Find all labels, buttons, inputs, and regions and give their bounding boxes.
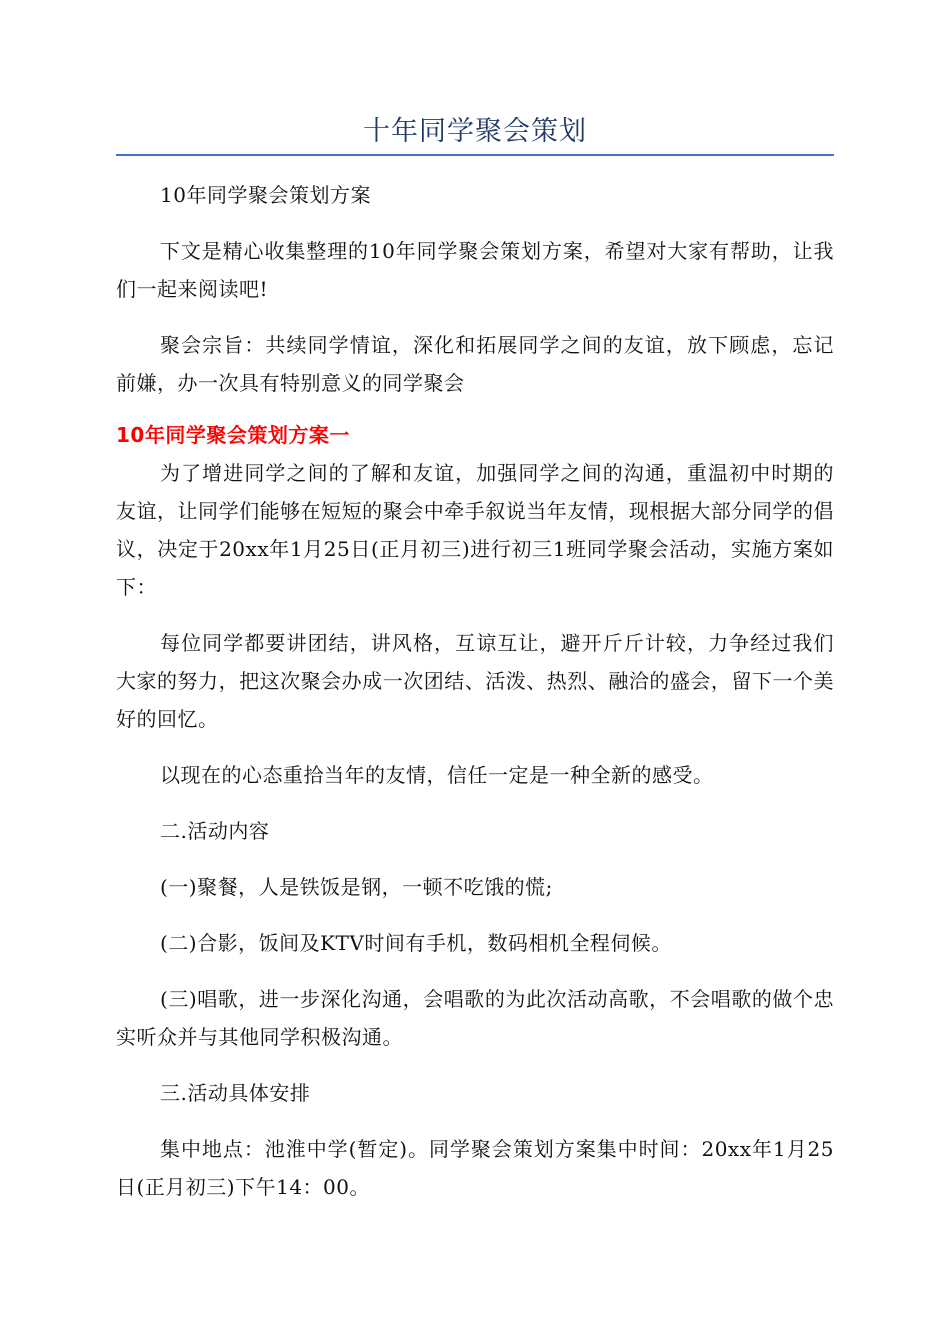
paragraph-attitude: 以现在的心态重拾当年的友情，信任一定是一种全新的感受。	[160, 763, 714, 787]
paragraph-meeting-place-time: 集中地点：池淮中学(暂定)。同学聚会策划方案集中时间：20xx年1月25日(正月初三)下午14：00。	[116, 1137, 834, 1199]
paragraph-requirements: 每位同学都要讲团结，讲风格，互谅互让，避开斤斤计较，力争经过我们大家的努力，把这次聚会办成一次团结、活泼、热烈、融洽的盛会，留下一个美好的回忆。	[116, 631, 834, 731]
paragraph-background: 为了增进同学之间的了解和友谊，加强同学之间的沟通，重温初中时期的友谊，让同学们能够在短短的聚会中牵手叙说当年友情，现根据大部分同学的倡议，决定于20xx年1月25日(正月初三)进行初三1班同学聚会活动，实施方案如下：	[116, 461, 834, 599]
list-heading-schedule: 三.活动具体安排	[160, 1081, 311, 1105]
document-title: 十年同学聚会策划	[363, 116, 587, 147]
document-body	[116, 176, 834, 1206]
list-item-dinner: (一)聚餐，人是铁饭是钢，一顿不吃饿的慌;	[160, 875, 553, 899]
title-underline	[116, 154, 834, 156]
list-item-photo: (二)合影，饭间及KTV时间有手机，数码相机全程伺候。	[160, 931, 672, 955]
paragraph-intro: 下文是精心收集整理的10年同学聚会策划方案，希望对大家有帮助，让我们一起来阅读吧!	[116, 239, 834, 301]
list-item-singing: (三)唱歌，进一步深化沟通，会唱歌的为此次活动高歌，不会唱歌的做个忠实听众并与其他同学积极沟通。	[116, 987, 834, 1049]
paragraph-subtitle: 10年同学聚会策划方案	[160, 183, 371, 207]
list-heading-activities: 二.活动内容	[160, 819, 270, 843]
paragraph-purpose: 聚会宗旨：共续同学情谊，深化和拓展同学之间的友谊，放下顾虑，忘记前嫌，办一次具有特别意义的同学聚会	[116, 333, 834, 395]
section-heading: 10年同学聚会策划方案一	[116, 423, 350, 447]
